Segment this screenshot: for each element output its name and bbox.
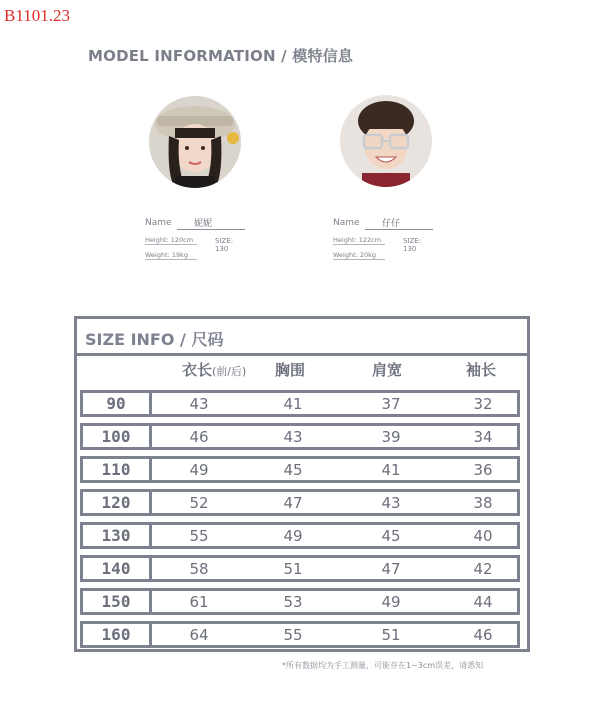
model-weight: Weight: 19kg <box>145 251 197 260</box>
size-label: 90 <box>80 390 152 417</box>
size-label: 120 <box>80 489 152 516</box>
table-cell: 58 <box>189 560 209 578</box>
size-table-divider <box>77 353 527 356</box>
table-cell: 45 <box>381 527 401 545</box>
measurement-footnote: *所有数据均为手工测量，可能存在1~3cm误差，请悉知 <box>282 661 484 670</box>
table-cell: 42 <box>473 560 493 578</box>
table-cell: 49 <box>381 593 401 611</box>
table-cell: 45 <box>283 461 303 479</box>
header-length: 衣长(前/后) <box>182 361 247 379</box>
table-cell: 43 <box>189 395 209 413</box>
girl-model-photo <box>149 96 241 188</box>
table-cell: 38 <box>473 494 493 512</box>
size-table-title: SIZE INFO / 尺码 <box>85 330 224 349</box>
table-cell: 61 <box>189 593 209 611</box>
table-cell: 41 <box>283 395 303 413</box>
table-cell: 46 <box>473 626 493 644</box>
size-label: 140 <box>80 555 152 582</box>
name-label: Name <box>333 218 360 228</box>
model-name: 仔仔 <box>365 216 433 230</box>
table-cell: 47 <box>283 494 303 512</box>
name-label: Name <box>145 218 172 228</box>
model-name: 妮妮 <box>177 216 245 230</box>
size-label: 130 <box>80 522 152 549</box>
table-cell: 55 <box>283 626 303 644</box>
table-cell: 41 <box>381 461 401 479</box>
size-label: 150 <box>80 588 152 615</box>
table-cell: 51 <box>381 626 401 644</box>
table-cell: 47 <box>381 560 401 578</box>
model-size: SIZE: 130 <box>403 237 422 253</box>
table-cell: 52 <box>189 494 209 512</box>
model-height: Height: 122cm <box>333 236 385 245</box>
size-label: 100 <box>80 423 152 450</box>
size-label: 160 <box>80 621 152 648</box>
table-cell: 46 <box>189 428 209 446</box>
table-cell: 49 <box>283 527 303 545</box>
table-cell: 55 <box>189 527 209 545</box>
table-cell: 53 <box>283 593 303 611</box>
table-cell: 49 <box>189 461 209 479</box>
model-height: Height: 120cm <box>145 236 197 245</box>
header-sleeve: 袖长 <box>466 361 497 379</box>
table-cell: 34 <box>473 428 493 446</box>
table-cell: 37 <box>381 395 401 413</box>
table-cell: 40 <box>473 527 493 545</box>
table-cell: 64 <box>189 626 209 644</box>
size-label: 110 <box>80 456 152 483</box>
table-cell: 43 <box>381 494 401 512</box>
boy-model-photo <box>340 95 432 187</box>
model-weight: Weight: 20kg <box>333 251 385 260</box>
model-size: SIZE: 130 <box>215 237 234 253</box>
table-cell: 36 <box>473 461 493 479</box>
table-cell: 44 <box>473 593 493 611</box>
table-cell: 43 <box>283 428 303 446</box>
table-cell: 32 <box>473 395 493 413</box>
product-code: B1101.23 <box>4 6 70 25</box>
header-shoulder: 肩宽 <box>372 361 403 379</box>
header-chest: 胸围 <box>275 361 306 379</box>
table-cell: 39 <box>381 428 401 446</box>
table-cell: 51 <box>283 560 303 578</box>
model-info-title: MODEL INFORMATION / 模特信息 <box>88 47 354 65</box>
